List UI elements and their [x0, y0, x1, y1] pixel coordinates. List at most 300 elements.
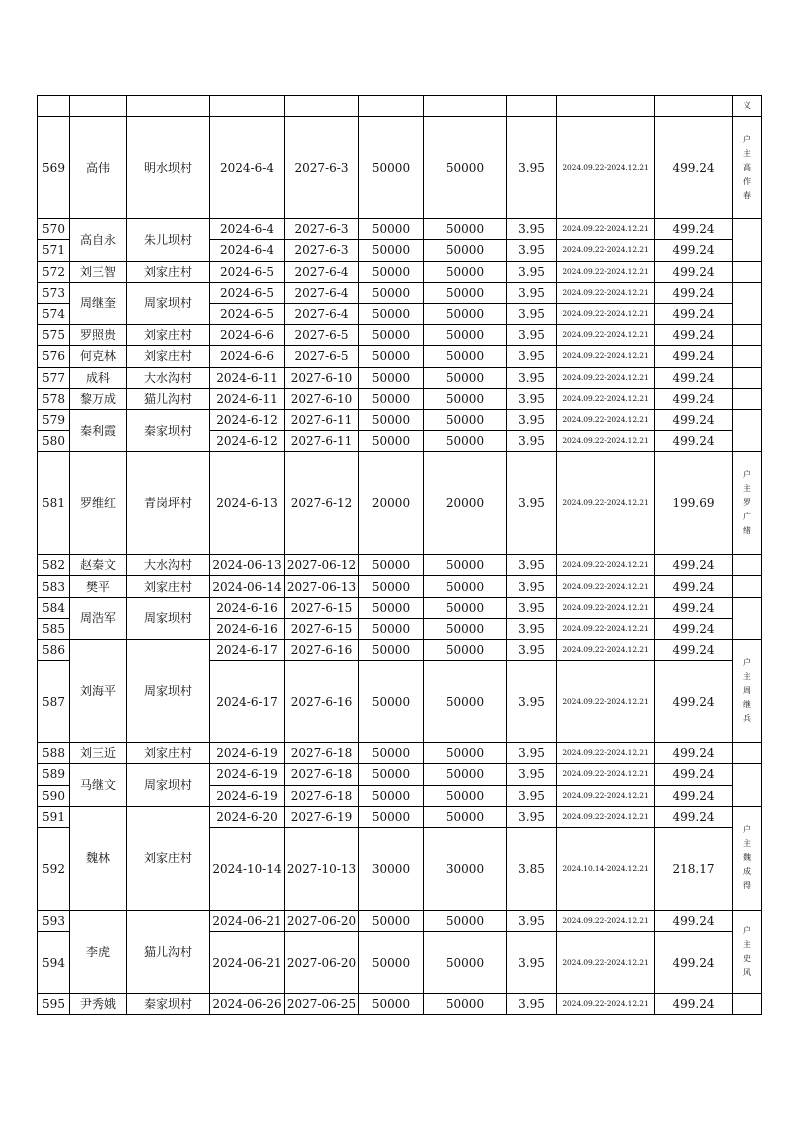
cell-name: 罗照贵	[70, 325, 127, 346]
cell-no: 573	[38, 282, 70, 303]
table-row	[38, 367, 762, 388]
cell-balance: 20000	[424, 452, 507, 555]
cell-name: 何克林	[70, 346, 127, 367]
cell-remark	[733, 409, 762, 451]
cell-period: 2024.09.22-2024.12.21	[557, 452, 655, 555]
cell-period: 2024.09.22-2024.12.21	[557, 261, 655, 282]
cell-rate: 3.95	[507, 346, 557, 367]
cell-period: 2024.09.22-2024.12.21	[557, 618, 655, 639]
cell-village: 周家坝村	[127, 597, 210, 639]
cell-balance: 50000	[424, 932, 507, 994]
cell-loan-amount: 50000	[359, 661, 424, 743]
cell-no	[38, 96, 70, 117]
cell-loan-amount: 50000	[359, 367, 424, 388]
cell-end-date: 2027-6-16	[285, 661, 359, 743]
cell-rate: 3.95	[507, 388, 557, 409]
cell-no: 569	[38, 117, 70, 219]
cell-no: 577	[38, 367, 70, 388]
cell-end-date: 2027-6-4	[285, 303, 359, 324]
cell-no: 579	[38, 409, 70, 430]
cell-end-date: 2027-6-3	[285, 117, 359, 219]
cell-balance: 50000	[424, 764, 507, 785]
cell-no: 589	[38, 764, 70, 785]
cell-name: 周浩军	[70, 597, 127, 639]
cell-village: 周家坝村	[127, 764, 210, 806]
cell-balance: 50000	[424, 910, 507, 931]
cell-start-date	[210, 96, 285, 117]
cell-name	[70, 96, 127, 117]
cell-no: 586	[38, 640, 70, 661]
cell-remark: 户 主 高 作 春	[733, 117, 762, 219]
cell-interest: 499.24	[655, 261, 733, 282]
cell-start-date: 2024-06-21	[210, 932, 285, 994]
cell-loan-amount: 50000	[359, 994, 424, 1015]
cell-village: 朱儿坝村	[127, 219, 210, 261]
cell-name: 樊平	[70, 576, 127, 597]
cell-village: 刘家庄村	[127, 346, 210, 367]
cell-interest: 499.24	[655, 910, 733, 931]
cell-end-date: 2027-06-20	[285, 910, 359, 931]
cell-end-date: 2027-06-20	[285, 932, 359, 994]
cell-balance: 50000	[424, 618, 507, 639]
cell-balance: 50000	[424, 367, 507, 388]
table-row	[38, 117, 762, 219]
cell-period	[557, 96, 655, 117]
cell-interest: 499.24	[655, 431, 733, 452]
cell-interest: 499.24	[655, 240, 733, 261]
cell-no: 594	[38, 932, 70, 994]
cell-balance: 50000	[424, 576, 507, 597]
cell-rate: 3.95	[507, 303, 557, 324]
cell-village: 刘家庄村	[127, 743, 210, 764]
cell-village: 秦家坝村	[127, 994, 210, 1015]
table-row	[38, 452, 762, 555]
cell-loan-amount: 50000	[359, 282, 424, 303]
cell-interest: 499.24	[655, 555, 733, 576]
cell-loan-amount: 50000	[359, 932, 424, 994]
table-row	[38, 346, 762, 367]
cell-start-date: 2024-6-17	[210, 640, 285, 661]
cell-balance: 50000	[424, 346, 507, 367]
cell-name: 魏林	[70, 806, 127, 910]
cell-rate: 3.95	[507, 785, 557, 806]
cell-loan-amount: 50000	[359, 431, 424, 452]
cell-rate: 3.95	[507, 261, 557, 282]
cell-start-date: 2024-6-6	[210, 346, 285, 367]
cell-rate: 3.95	[507, 994, 557, 1015]
cell-rate: 3.95	[507, 932, 557, 994]
cell-village: 猫儿沟村	[127, 910, 210, 993]
cell-name: 周继奎	[70, 282, 127, 324]
cell-end-date: 2027-6-11	[285, 409, 359, 430]
cell-end-date: 2027-6-15	[285, 618, 359, 639]
cell-balance: 50000	[424, 597, 507, 618]
table-row	[38, 409, 762, 430]
cell-remark	[733, 555, 762, 576]
cell-loan-amount: 50000	[359, 910, 424, 931]
table-row	[38, 325, 762, 346]
cell-loan-amount: 50000	[359, 597, 424, 618]
cell-period: 2024.09.22-2024.12.21	[557, 785, 655, 806]
cell-period: 2024.09.22-2024.12.21	[557, 576, 655, 597]
cell-rate	[507, 96, 557, 117]
cell-start-date: 2024-6-5	[210, 282, 285, 303]
cell-no: 575	[38, 325, 70, 346]
cell-period: 2024.09.22-2024.12.21	[557, 325, 655, 346]
cell-start-date: 2024-6-16	[210, 597, 285, 618]
table-row	[38, 640, 762, 661]
cell-interest: 499.24	[655, 785, 733, 806]
cell-start-date: 2024-6-13	[210, 452, 285, 555]
cell-balance: 50000	[424, 325, 507, 346]
cell-balance: 50000	[424, 555, 507, 576]
cell-no: 572	[38, 261, 70, 282]
cell-period: 2024.09.22-2024.12.21	[557, 806, 655, 827]
cell-loan-amount: 50000	[359, 743, 424, 764]
cell-remark: 户 主 魏 成 得	[733, 806, 762, 910]
table-row	[38, 806, 762, 827]
cell-start-date: 2024-6-6	[210, 325, 285, 346]
cell-no: 583	[38, 576, 70, 597]
cell-start-date: 2024-6-4	[210, 240, 285, 261]
cell-end-date: 2027-6-11	[285, 431, 359, 452]
cell-name: 成科	[70, 367, 127, 388]
cell-loan-amount: 50000	[359, 409, 424, 430]
cell-period: 2024.09.22-2024.12.21	[557, 409, 655, 430]
cell-end-date: 2027-10-13	[285, 827, 359, 910]
cell-period: 2024.09.22-2024.12.21	[557, 117, 655, 219]
cell-village: 大水沟村	[127, 555, 210, 576]
cell-no: 578	[38, 388, 70, 409]
table-row	[38, 994, 762, 1015]
cell-no: 584	[38, 597, 70, 618]
cell-interest: 218.17	[655, 827, 733, 910]
cell-balance	[424, 96, 507, 117]
cell-end-date: 2027-6-4	[285, 261, 359, 282]
cell-period: 2024.09.22-2024.12.21	[557, 910, 655, 931]
cell-end-date: 2027-6-10	[285, 367, 359, 388]
cell-balance: 50000	[424, 303, 507, 324]
cell-loan-amount: 50000	[359, 261, 424, 282]
table-row	[38, 96, 762, 117]
cell-remark	[733, 325, 762, 346]
cell-interest: 499.24	[655, 409, 733, 430]
cell-start-date: 2024-6-19	[210, 785, 285, 806]
cell-interest: 199.69	[655, 452, 733, 555]
cell-rate: 3.95	[507, 117, 557, 219]
cell-rate: 3.95	[507, 367, 557, 388]
cell-start-date: 2024-06-26	[210, 994, 285, 1015]
table-row	[38, 261, 762, 282]
cell-start-date: 2024-6-5	[210, 303, 285, 324]
cell-village: 猫儿沟村	[127, 388, 210, 409]
cell-rate: 3.95	[507, 764, 557, 785]
cell-rate: 3.95	[507, 240, 557, 261]
cell-end-date: 2027-6-18	[285, 743, 359, 764]
cell-interest: 499.24	[655, 806, 733, 827]
cell-loan-amount: 20000	[359, 452, 424, 555]
cell-loan-amount: 50000	[359, 785, 424, 806]
cell-rate: 3.95	[507, 219, 557, 240]
cell-name: 尹秀娥	[70, 994, 127, 1015]
cell-rate: 3.95	[507, 910, 557, 931]
table-row	[38, 219, 762, 240]
cell-remark: 户 主 史 风	[733, 910, 762, 993]
cell-village: 秦家坝村	[127, 409, 210, 451]
cell-loan-amount: 50000	[359, 219, 424, 240]
cell-balance: 50000	[424, 282, 507, 303]
cell-start-date: 2024-10-14	[210, 827, 285, 910]
cell-end-date: 2027-06-12	[285, 555, 359, 576]
cell-balance: 50000	[424, 431, 507, 452]
cell-start-date: 2024-06-14	[210, 576, 285, 597]
cell-interest: 499.24	[655, 932, 733, 994]
cell-start-date: 2024-6-4	[210, 219, 285, 240]
cell-end-date: 2027-6-3	[285, 219, 359, 240]
cell-interest: 499.24	[655, 117, 733, 219]
cell-no: 592	[38, 827, 70, 910]
cell-rate: 3.95	[507, 576, 557, 597]
cell-period: 2024.09.22-2024.12.21	[557, 431, 655, 452]
cell-village: 刘家庄村	[127, 325, 210, 346]
cell-balance: 50000	[424, 661, 507, 743]
cell-no: 587	[38, 661, 70, 743]
cell-name: 罗维红	[70, 452, 127, 555]
cell-period: 2024.09.22-2024.12.21	[557, 994, 655, 1015]
cell-interest: 499.24	[655, 576, 733, 597]
cell-period: 2024.09.22-2024.12.21	[557, 240, 655, 261]
cell-loan-amount: 50000	[359, 346, 424, 367]
cell-remark	[733, 346, 762, 367]
cell-no: 582	[38, 555, 70, 576]
cell-name: 秦利霞	[70, 409, 127, 451]
cell-start-date: 2024-6-16	[210, 618, 285, 639]
cell-period: 2024.09.22-2024.12.21	[557, 282, 655, 303]
cell-remark	[733, 597, 762, 639]
cell-interest: 499.24	[655, 994, 733, 1015]
cell-start-date: 2024-6-4	[210, 117, 285, 219]
cell-end-date: 2027-6-4	[285, 282, 359, 303]
cell-period: 2024.09.22-2024.12.21	[557, 640, 655, 661]
cell-interest: 499.24	[655, 640, 733, 661]
table-row	[38, 282, 762, 303]
cell-village: 周家坝村	[127, 640, 210, 743]
cell-remark	[733, 261, 762, 282]
cell-start-date: 2024-6-11	[210, 367, 285, 388]
cell-name: 马继文	[70, 764, 127, 806]
cell-loan-amount: 50000	[359, 764, 424, 785]
cell-period: 2024.09.22-2024.12.21	[557, 661, 655, 743]
cell-rate: 3.95	[507, 452, 557, 555]
cell-end-date: 2027-6-5	[285, 346, 359, 367]
cell-interest: 499.24	[655, 325, 733, 346]
cell-end-date: 2027-6-18	[285, 764, 359, 785]
cell-balance: 50000	[424, 409, 507, 430]
cell-village: 明水坝村	[127, 117, 210, 219]
cell-no: 585	[38, 618, 70, 639]
cell-no: 576	[38, 346, 70, 367]
cell-interest	[655, 96, 733, 117]
cell-village	[127, 96, 210, 117]
cell-village: 大水沟村	[127, 367, 210, 388]
cell-rate: 3.95	[507, 743, 557, 764]
cell-period: 2024.09.22-2024.12.21	[557, 555, 655, 576]
cell-interest: 499.24	[655, 367, 733, 388]
cell-balance: 50000	[424, 743, 507, 764]
cell-loan-amount: 50000	[359, 325, 424, 346]
cell-no: 574	[38, 303, 70, 324]
cell-period: 2024.09.22-2024.12.21	[557, 388, 655, 409]
cell-rate: 3.85	[507, 827, 557, 910]
cell-loan-amount: 50000	[359, 555, 424, 576]
cell-no: 581	[38, 452, 70, 555]
cell-end-date: 2027-6-10	[285, 388, 359, 409]
table-row	[38, 743, 762, 764]
cell-loan-amount: 50000	[359, 640, 424, 661]
cell-no: 590	[38, 785, 70, 806]
cell-start-date: 2024-6-5	[210, 261, 285, 282]
cell-loan-amount: 50000	[359, 618, 424, 639]
cell-balance: 30000	[424, 827, 507, 910]
cell-end-date: 2027-06-13	[285, 576, 359, 597]
cell-loan-amount: 50000	[359, 806, 424, 827]
cell-remark	[733, 764, 762, 806]
table-row	[38, 597, 762, 618]
cell-balance: 50000	[424, 261, 507, 282]
cell-start-date: 2024-6-20	[210, 806, 285, 827]
cell-balance: 50000	[424, 219, 507, 240]
cell-end-date: 2027-6-3	[285, 240, 359, 261]
cell-no: 588	[38, 743, 70, 764]
cell-balance: 50000	[424, 806, 507, 827]
cell-village: 刘家庄村	[127, 576, 210, 597]
cell-rate: 3.95	[507, 597, 557, 618]
cell-loan-amount: 50000	[359, 576, 424, 597]
cell-name: 高伟	[70, 117, 127, 219]
cell-loan-amount: 50000	[359, 388, 424, 409]
cell-name: 刘海平	[70, 640, 127, 743]
cell-interest: 499.24	[655, 346, 733, 367]
cell-start-date: 2024-6-12	[210, 431, 285, 452]
table-row	[38, 764, 762, 785]
cell-loan-amount: 50000	[359, 117, 424, 219]
cell-start-date: 2024-06-21	[210, 910, 285, 931]
table-row	[38, 388, 762, 409]
cell-interest: 499.24	[655, 743, 733, 764]
cell-remark	[733, 576, 762, 597]
cell-period: 2024.09.22-2024.12.21	[557, 346, 655, 367]
cell-rate: 3.95	[507, 661, 557, 743]
cell-village: 刘家庄村	[127, 806, 210, 910]
cell-rate: 3.95	[507, 431, 557, 452]
cell-rate: 3.95	[507, 555, 557, 576]
cell-remark	[733, 388, 762, 409]
cell-loan-amount	[359, 96, 424, 117]
cell-period: 2024.09.22-2024.12.21	[557, 764, 655, 785]
cell-village: 青岗坪村	[127, 452, 210, 555]
cell-interest: 499.24	[655, 219, 733, 240]
table-row	[38, 910, 762, 931]
cell-remark: 户 主 周 继 兵	[733, 640, 762, 743]
cell-period: 2024.09.22-2024.12.21	[557, 597, 655, 618]
cell-period: 2024.09.22-2024.12.21	[557, 219, 655, 240]
cell-name: 高自永	[70, 219, 127, 261]
cell-interest: 499.24	[655, 597, 733, 618]
cell-name: 刘三近	[70, 743, 127, 764]
cell-no: 595	[38, 994, 70, 1015]
cell-start-date: 2024-6-11	[210, 388, 285, 409]
cell-no: 570	[38, 219, 70, 240]
cell-balance: 50000	[424, 240, 507, 261]
cell-interest: 499.24	[655, 282, 733, 303]
cell-no: 580	[38, 431, 70, 452]
cell-balance: 50000	[424, 994, 507, 1015]
cell-remark	[733, 743, 762, 764]
cell-loan-amount: 50000	[359, 240, 424, 261]
cell-end-date: 2027-6-18	[285, 785, 359, 806]
cell-name: 李虎	[70, 910, 127, 993]
cell-period: 2024.09.22-2024.12.21	[557, 743, 655, 764]
cell-remark	[733, 219, 762, 261]
loan-interest-table	[37, 95, 762, 1015]
cell-period: 2024.10.14-2024.12.21	[557, 827, 655, 910]
cell-period: 2024.09.22-2024.12.21	[557, 367, 655, 388]
cell-rate: 3.95	[507, 618, 557, 639]
cell-loan-amount: 50000	[359, 303, 424, 324]
cell-loan-amount: 30000	[359, 827, 424, 910]
cell-interest: 499.24	[655, 764, 733, 785]
cell-balance: 50000	[424, 388, 507, 409]
cell-no: 571	[38, 240, 70, 261]
cell-start-date: 2024-6-12	[210, 409, 285, 430]
cell-end-date	[285, 96, 359, 117]
cell-interest: 499.24	[655, 618, 733, 639]
cell-start-date: 2024-6-19	[210, 743, 285, 764]
cell-rate: 3.95	[507, 806, 557, 827]
cell-balance: 50000	[424, 785, 507, 806]
cell-village: 周家坝村	[127, 282, 210, 324]
cell-remark	[733, 994, 762, 1015]
cell-end-date: 2027-6-5	[285, 325, 359, 346]
cell-remark: 户 主 罗 广 绪	[733, 452, 762, 555]
cell-end-date: 2027-06-25	[285, 994, 359, 1015]
cell-end-date: 2027-6-12	[285, 452, 359, 555]
cell-rate: 3.95	[507, 409, 557, 430]
cell-name: 刘三智	[70, 261, 127, 282]
cell-rate: 3.95	[507, 282, 557, 303]
cell-end-date: 2027-6-15	[285, 597, 359, 618]
cell-start-date: 2024-6-19	[210, 764, 285, 785]
cell-end-date: 2027-6-16	[285, 640, 359, 661]
cell-rate: 3.95	[507, 640, 557, 661]
cell-remark	[733, 282, 762, 324]
cell-no: 591	[38, 806, 70, 827]
cell-interest: 499.24	[655, 303, 733, 324]
cell-end-date: 2027-6-19	[285, 806, 359, 827]
cell-balance: 50000	[424, 117, 507, 219]
cell-interest: 499.24	[655, 388, 733, 409]
cell-name: 黎万成	[70, 388, 127, 409]
cell-period: 2024.09.22-2024.12.21	[557, 303, 655, 324]
cell-no: 593	[38, 910, 70, 931]
cell-start-date: 2024-6-17	[210, 661, 285, 743]
cell-village: 刘家庄村	[127, 261, 210, 282]
cell-interest: 499.24	[655, 661, 733, 743]
cell-start-date: 2024-06-13	[210, 555, 285, 576]
cell-remark	[733, 367, 762, 388]
cell-rate: 3.95	[507, 325, 557, 346]
table-row	[38, 576, 762, 597]
